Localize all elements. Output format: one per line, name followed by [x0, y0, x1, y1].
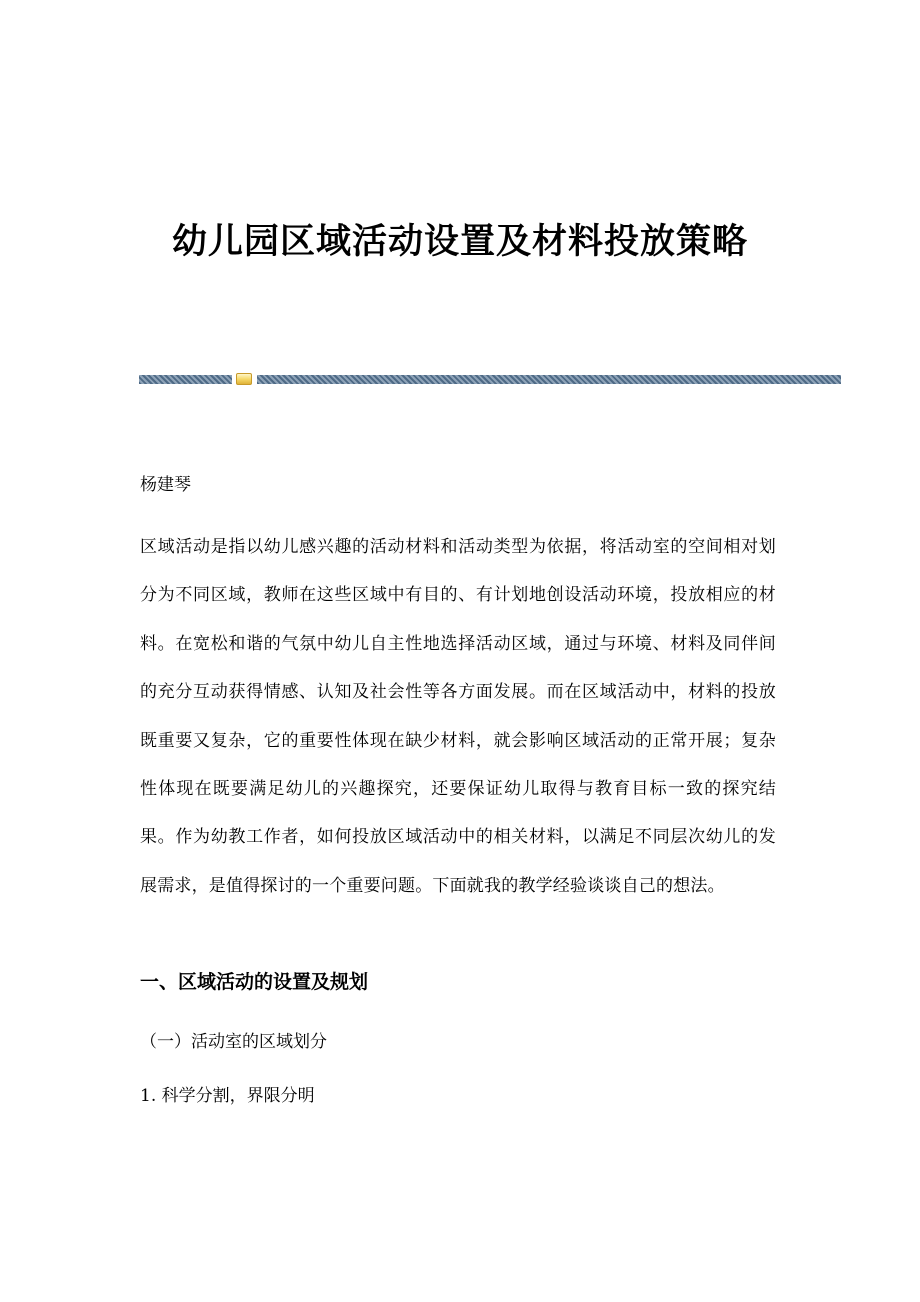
author-name: 杨建琴: [140, 475, 191, 495]
section-heading: 一、区域活动的设置及规划: [140, 971, 369, 993]
title-divider: [139, 375, 841, 384]
document-title: 幼儿园区域活动设置及材料投放策略: [171, 221, 748, 262]
subsection-heading: （一）活动室的区域划分: [140, 1032, 327, 1052]
divider-ornament-icon: [236, 373, 252, 385]
divider-bar-right: [257, 375, 841, 384]
divider-bar-left: [139, 375, 232, 384]
item-heading: 1. 科学分割，界限分明: [140, 1086, 315, 1106]
intro-paragraph: 区域活动是指以幼儿感兴趣的活动材料和活动类型为依据，将活动室的空间相对划分为不同区域，教师在这些区域中有目的、有计划地创设活动环境，投放相应的材料。在宽松和谐的气氛中幼儿自主性地选择活动区域，通过与环境、材料及同伴间的充分互动获得情感、认知及社会性等各方面发展。而在区域活动中，材料的投放既重要又复杂，它的重要性体现在缺少材料，就会影响区域活动的正常开展；复杂性体现在既要满足幼儿的兴趣探究，还要保证幼儿取得与教育目标一致的探究结果。作为幼教工作者，如何投放区域活动中的相关材料，以满足不同层次幼儿的发展需求，是值得探讨的一个重要问题。下面就我的教学经验谈谈自己的想法。: [140, 537, 776, 896]
